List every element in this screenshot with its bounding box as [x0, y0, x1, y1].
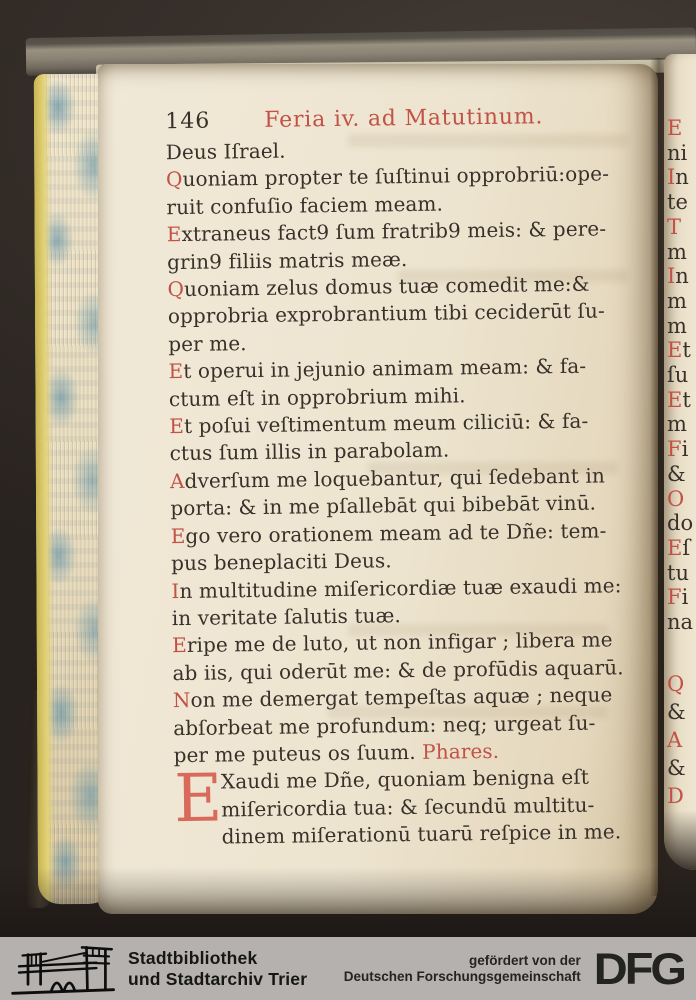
verse-initial: E: [168, 359, 184, 384]
verse: In multitudine miſericordiæ tuæ exaudi me: in veritate ſalutis tuæ.: [171, 572, 622, 631]
right-page-text-fragment: [667, 289, 687, 313]
right-page-text-fragment: [667, 672, 684, 696]
text-letter: na: [667, 610, 694, 634]
text-letter: m: [667, 239, 687, 264]
right-page-text-fragment: [667, 536, 690, 560]
fore-edge-yellow-strip: [34, 74, 55, 904]
right-page-text-fragment: [667, 240, 687, 264]
text-letter: ni: [667, 140, 688, 165]
verse-initial: E: [166, 222, 182, 247]
text-letter: t: [682, 387, 691, 412]
right-page-text-fragment: [667, 700, 686, 724]
text-letter: &: [667, 756, 686, 780]
verse-initial: I: [171, 578, 180, 603]
verse-initial: E: [169, 414, 185, 439]
drop-cap-initial: E: [173, 759, 223, 838]
running-header: Feria iv. ad Matutinum.: [264, 104, 544, 133]
text-letter: m: [667, 288, 687, 313]
verse: Eripe me de luto, ut non infigar ; libera me ab iis, qui oderūt me: & de profūdis aquarū.: [172, 627, 624, 685]
right-page-text-fragment: [667, 756, 686, 780]
rubric-letter: I: [667, 165, 676, 190]
rubric-letter: F: [667, 585, 682, 610]
right-page-text-fragment: [667, 314, 687, 338]
rubric-word: Phares.: [422, 738, 500, 764]
verse: Et operui in jejunio animam meam: & fa- ctum eſt in opprobrium mihi.: [168, 353, 587, 411]
verse: Ego vero orationem meam ad te Dñe: tem- pus beneplaciti Deus.: [170, 518, 607, 576]
verse: E Xaudi me Dñe, quoniam benigna eſt miſericordia tua: & ſecundū multitu- dinem miſerationū tuarū reſpice in me.: [173, 759, 622, 849]
library-name-line2: und Stadtarchiv Trier: [128, 968, 308, 989]
verse: Quoniam zelus domus tuæ comedit me:& opprobria exprobrantium tibi ceciderūt ſu- per me.: [167, 271, 605, 357]
text-letter: m: [667, 313, 687, 338]
library-name-line1: Stadtbibliothek: [128, 947, 258, 968]
funding-line1: gefördert von der: [469, 952, 581, 968]
funding-credit: [344, 953, 581, 985]
rubric-letter: E: [667, 387, 683, 412]
rubric-letter: E: [667, 116, 683, 140]
verse: Quoniam propter te ſuſtinui opprobriū:ope- ruit confuſio faciem meam.: [165, 161, 610, 220]
rubric-letter: A: [667, 728, 683, 752]
left-page: [98, 64, 658, 914]
verse-initial: Q: [167, 277, 185, 302]
verse-initial: E: [170, 523, 186, 548]
verse-initial: A: [169, 468, 185, 494]
rubric-letter: Q: [667, 672, 685, 696]
text-letter: tu: [667, 560, 689, 585]
library-name: [128, 948, 307, 990]
verse: Deus Iſrael.: [165, 138, 286, 165]
rubric-letter: O: [667, 486, 685, 511]
page-header: [165, 103, 649, 134]
text-letter: ſu: [667, 363, 689, 387]
text-letter: &: [667, 700, 686, 724]
rubric-letter: D: [667, 784, 684, 808]
verse: Non me demergat tempeſtas aquæ ; neque abſorbeat me profundum: neq; urgeat ſu- per me puteus os ſuum. Phares.: [172, 682, 613, 768]
right-page-text-fragment: [667, 412, 687, 436]
right-page-text-fragment: [667, 363, 688, 387]
verse: Et poſui veſtimentum meum ciliciū: & fa- ctus ſum illis in parabolam.: [169, 408, 589, 466]
verse: Extraneus fact9 ſum fratrib9 meis: & pere- grin9 filiis matris meæ.: [166, 216, 607, 274]
rubric-letter: I: [667, 264, 676, 289]
text-letter: &: [667, 461, 686, 486]
right-page-text-fragment: [667, 585, 688, 609]
text-letter: te: [667, 190, 688, 215]
right-page-text-fragment: [667, 487, 684, 511]
text-letter: i: [681, 585, 689, 610]
text-letter: i: [681, 437, 689, 462]
text-letter: do: [667, 511, 694, 536]
page-text-block: [165, 103, 659, 852]
text-letter: n: [675, 165, 689, 190]
page-number: 146: [165, 108, 211, 135]
library-banner: [0, 937, 696, 1000]
verse-initial: Q: [165, 167, 183, 192]
right-page-text-fragment: [667, 561, 689, 585]
right-page-text-fragment: [667, 141, 687, 165]
right-page-text-fragment: [667, 784, 684, 808]
right-page-text-fragment: [667, 462, 686, 486]
text-letter: n: [675, 264, 689, 289]
psalm-verses: [166, 133, 659, 852]
right-page-text-fragment: [667, 338, 691, 362]
text-letter: ſ: [682, 535, 691, 560]
dfg-logo: DFG: [593, 943, 684, 994]
text-letter: t: [682, 338, 691, 363]
rubric-letter: E: [667, 338, 683, 363]
verse-initial: E: [172, 633, 188, 658]
text-letter: m: [667, 412, 687, 437]
porta-nigra-logo: [10, 942, 118, 996]
rubric-letter: T: [667, 214, 682, 239]
verse: Adverſum me loquebantur, qui ſedebant in porta: & in me pſallebāt qui bibebāt vinū.: [169, 463, 606, 521]
right-page-text-fragment: [667, 728, 682, 752]
verse-initial: N: [172, 688, 191, 713]
funding-line2: Deutschen Forschungsgemeinschaft: [343, 968, 581, 984]
right-page-sliver: [664, 54, 696, 870]
rubric-letter: F: [667, 437, 682, 462]
right-page-text-fragment: [667, 610, 693, 634]
right-page-text-fragment: [667, 190, 688, 214]
right-page-text-fragment: [667, 215, 681, 239]
right-page-text-fragment: [667, 264, 689, 288]
right-page-text-fragment: [667, 116, 682, 140]
rubric-letter: E: [667, 535, 683, 560]
right-page-text-fragment: [667, 437, 688, 461]
right-page-text-fragment: [667, 511, 693, 535]
right-page-text-fragment: [667, 388, 691, 412]
right-page-text-fragment: [667, 165, 689, 189]
